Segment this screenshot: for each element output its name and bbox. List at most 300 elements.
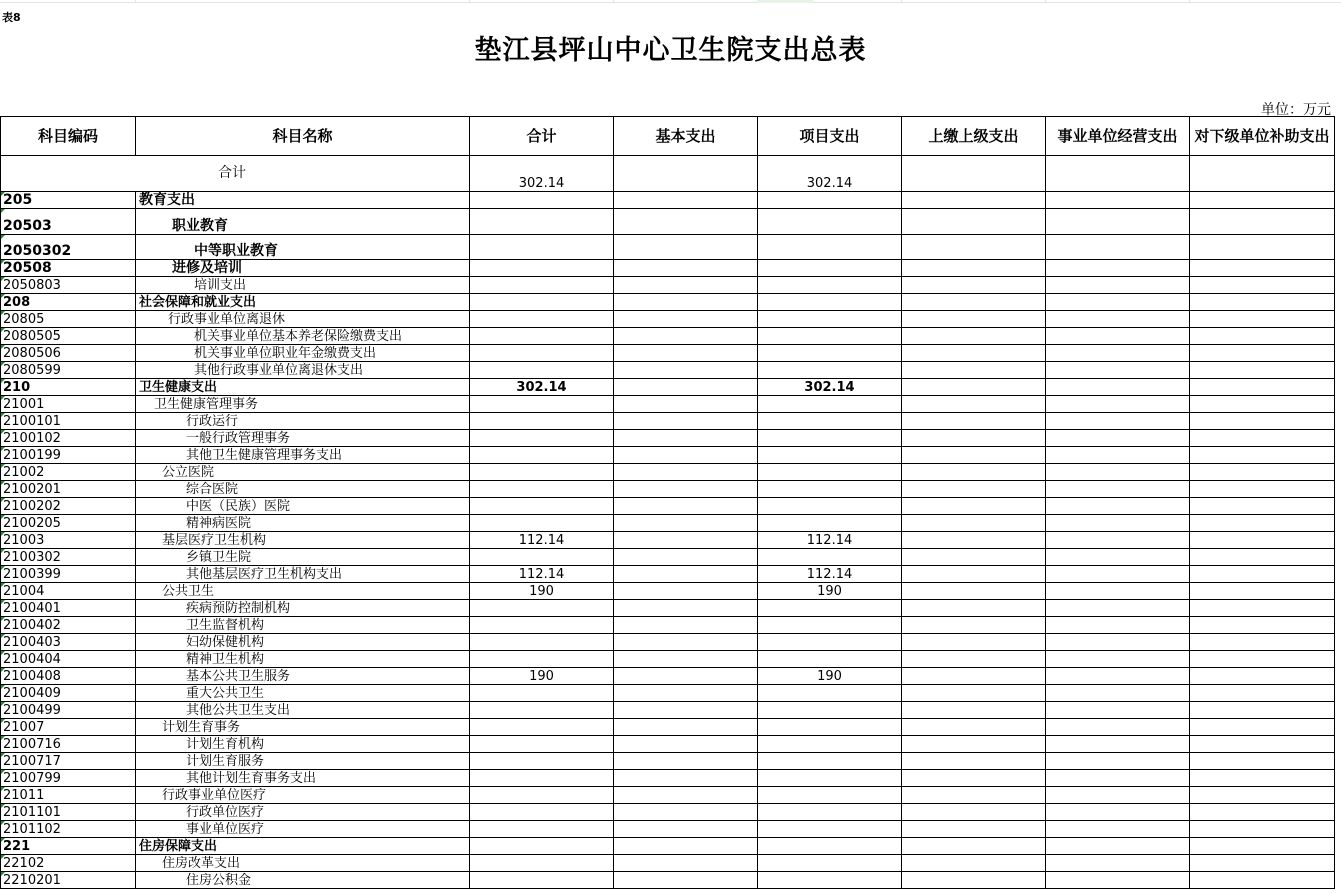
subject-code[interactable]: 2100717 xyxy=(1,753,136,770)
amount-basic[interactable] xyxy=(614,515,758,532)
amount-basic[interactable] xyxy=(614,821,758,838)
amount-remit[interactable] xyxy=(902,651,1046,668)
amount-remit[interactable] xyxy=(902,600,1046,617)
amount-project[interactable]: 302.14 xyxy=(758,379,902,396)
subject-code[interactable]: 2100202 xyxy=(1,498,136,515)
subject-name[interactable]: 教育支出 xyxy=(136,192,470,209)
amount-basic[interactable] xyxy=(614,685,758,702)
amount-total[interactable] xyxy=(470,702,614,719)
amount-business[interactable] xyxy=(1046,209,1190,235)
subject-name[interactable]: 计划生育事务 xyxy=(136,719,470,736)
amount-subsidy[interactable] xyxy=(1190,855,1335,872)
amount-project[interactable] xyxy=(758,362,902,379)
amount-total[interactable] xyxy=(470,838,614,855)
amount-total[interactable] xyxy=(470,685,614,702)
header-total[interactable]: 合计 xyxy=(470,117,614,156)
amount-project[interactable] xyxy=(758,753,902,770)
subject-name[interactable]: 行政事业单位医疗 xyxy=(136,787,470,804)
amount-project[interactable] xyxy=(758,464,902,481)
amount-remit[interactable] xyxy=(902,235,1046,260)
amount-subsidy[interactable] xyxy=(1190,464,1335,481)
amount-business[interactable] xyxy=(1046,345,1190,362)
amount-business[interactable] xyxy=(1046,617,1190,634)
amount-basic[interactable] xyxy=(614,532,758,549)
amount-basic[interactable] xyxy=(614,413,758,430)
amount-subsidy[interactable] xyxy=(1190,294,1335,311)
subject-name[interactable]: 其他公共卫生支出 xyxy=(136,702,470,719)
amount-total[interactable] xyxy=(470,498,614,515)
header-business[interactable]: 事业单位经营支出 xyxy=(1046,117,1190,156)
amount-total[interactable] xyxy=(470,719,614,736)
amount-subsidy[interactable] xyxy=(1190,328,1335,345)
subject-name[interactable]: 基本公共卫生服务 xyxy=(136,668,470,685)
amount-project[interactable]: 112.14 xyxy=(758,532,902,549)
amount-subsidy[interactable] xyxy=(1190,651,1335,668)
amount-basic[interactable] xyxy=(614,192,758,209)
amount-project[interactable] xyxy=(758,430,902,447)
subject-code[interactable]: 21002 xyxy=(1,464,136,481)
amount-remit[interactable] xyxy=(902,634,1046,651)
amount-subsidy[interactable] xyxy=(1190,447,1335,464)
amount-total[interactable] xyxy=(470,736,614,753)
amount-subsidy[interactable] xyxy=(1190,617,1335,634)
amount-project[interactable] xyxy=(758,855,902,872)
amount-total[interactable] xyxy=(470,277,614,294)
amount-project[interactable] xyxy=(758,235,902,260)
subject-name[interactable]: 计划生育服务 xyxy=(136,753,470,770)
subject-name[interactable]: 进修及培训 xyxy=(136,260,470,277)
subject-code[interactable]: 2080599 xyxy=(1,362,136,379)
amount-basic[interactable] xyxy=(614,549,758,566)
subject-code[interactable]: 210 xyxy=(1,379,136,396)
amount-remit[interactable] xyxy=(902,294,1046,311)
amount-remit[interactable] xyxy=(902,566,1046,583)
amount-remit[interactable] xyxy=(902,583,1046,600)
amount-total[interactable] xyxy=(470,447,614,464)
amount-business[interactable] xyxy=(1046,362,1190,379)
amount-basic[interactable] xyxy=(614,719,758,736)
amount-business[interactable] xyxy=(1046,685,1190,702)
amount-subsidy[interactable] xyxy=(1190,481,1335,498)
subject-code[interactable]: 20805 xyxy=(1,311,136,328)
subject-name[interactable]: 计划生育机构 xyxy=(136,736,470,753)
amount-project[interactable] xyxy=(758,396,902,413)
amount-business[interactable] xyxy=(1046,447,1190,464)
amount-business[interactable] xyxy=(1046,719,1190,736)
amount-basic[interactable] xyxy=(614,770,758,787)
amount-project[interactable] xyxy=(758,787,902,804)
amount-business[interactable] xyxy=(1046,396,1190,413)
amount-remit[interactable] xyxy=(902,532,1046,549)
subject-code[interactable]: 21003 xyxy=(1,532,136,549)
amount-business[interactable] xyxy=(1046,481,1190,498)
amount-basic[interactable] xyxy=(614,600,758,617)
amount-total[interactable] xyxy=(470,260,614,277)
amount-subsidy[interactable] xyxy=(1190,413,1335,430)
amount-subsidy[interactable] xyxy=(1190,209,1335,235)
amount-total[interactable] xyxy=(470,311,614,328)
amount-business[interactable] xyxy=(1046,804,1190,821)
subject-code[interactable]: 2100799 xyxy=(1,770,136,787)
subject-name[interactable]: 疾病预防控制机构 xyxy=(136,600,470,617)
amount-business[interactable] xyxy=(1046,328,1190,345)
total-xiangmu[interactable]: 302.14 xyxy=(758,156,902,192)
subject-name[interactable]: 卫生监督机构 xyxy=(136,617,470,634)
amount-business[interactable] xyxy=(1046,549,1190,566)
subject-name[interactable]: 精神病医院 xyxy=(136,515,470,532)
amount-remit[interactable] xyxy=(902,362,1046,379)
subject-name[interactable]: 妇幼保健机构 xyxy=(136,634,470,651)
amount-project[interactable] xyxy=(758,634,902,651)
amount-subsidy[interactable] xyxy=(1190,821,1335,838)
amount-total[interactable] xyxy=(470,235,614,260)
subject-name[interactable]: 卫生健康管理事务 xyxy=(136,396,470,413)
amount-basic[interactable] xyxy=(614,430,758,447)
amount-subsidy[interactable] xyxy=(1190,634,1335,651)
subject-name[interactable]: 综合医院 xyxy=(136,481,470,498)
amount-basic[interactable] xyxy=(614,566,758,583)
subject-name[interactable]: 公共卫生 xyxy=(136,583,470,600)
amount-remit[interactable] xyxy=(902,396,1046,413)
amount-basic[interactable] xyxy=(614,481,758,498)
amount-project[interactable] xyxy=(758,804,902,821)
amount-total[interactable] xyxy=(470,617,614,634)
amount-total[interactable] xyxy=(470,294,614,311)
amount-remit[interactable] xyxy=(902,685,1046,702)
amount-business[interactable] xyxy=(1046,430,1190,447)
amount-project[interactable] xyxy=(758,872,902,889)
amount-subsidy[interactable] xyxy=(1190,362,1335,379)
header-remit[interactable]: 上缴上级支出 xyxy=(902,117,1046,156)
amount-basic[interactable] xyxy=(614,447,758,464)
subject-code[interactable]: 2100404 xyxy=(1,651,136,668)
amount-total[interactable]: 112.14 xyxy=(470,532,614,549)
subject-name[interactable]: 机关事业单位基本养老保险缴费支出 xyxy=(136,328,470,345)
subject-name[interactable]: 机关事业单位职业年金缴费支出 xyxy=(136,345,470,362)
subject-name[interactable]: 乡镇卫生院 xyxy=(136,549,470,566)
subject-code[interactable]: 2100102 xyxy=(1,430,136,447)
subject-code[interactable]: 221 xyxy=(1,838,136,855)
amount-subsidy[interactable] xyxy=(1190,838,1335,855)
amount-remit[interactable] xyxy=(902,209,1046,235)
amount-remit[interactable] xyxy=(902,719,1046,736)
subject-code[interactable]: 20508 xyxy=(1,260,136,277)
amount-basic[interactable] xyxy=(614,617,758,634)
subject-name[interactable]: 一般行政管理事务 xyxy=(136,430,470,447)
subject-code[interactable]: 2100302 xyxy=(1,549,136,566)
subject-code[interactable]: 21004 xyxy=(1,583,136,600)
amount-total[interactable] xyxy=(470,651,614,668)
amount-remit[interactable] xyxy=(902,787,1046,804)
amount-remit[interactable] xyxy=(902,668,1046,685)
amount-subsidy[interactable] xyxy=(1190,583,1335,600)
amount-business[interactable] xyxy=(1046,294,1190,311)
amount-remit[interactable] xyxy=(902,753,1046,770)
amount-subsidy[interactable] xyxy=(1190,396,1335,413)
amount-project[interactable]: 112.14 xyxy=(758,566,902,583)
amount-remit[interactable] xyxy=(902,481,1046,498)
amount-total[interactable]: 190 xyxy=(470,668,614,685)
amount-subsidy[interactable] xyxy=(1190,235,1335,260)
amount-project[interactable] xyxy=(758,209,902,235)
amount-project[interactable] xyxy=(758,447,902,464)
header-code[interactable]: 科目编码 xyxy=(1,117,136,156)
amount-total[interactable] xyxy=(470,872,614,889)
amount-subsidy[interactable] xyxy=(1190,532,1335,549)
amount-remit[interactable] xyxy=(902,379,1046,396)
subject-name[interactable]: 住房改革支出 xyxy=(136,855,470,872)
amount-remit[interactable] xyxy=(902,464,1046,481)
amount-total[interactable] xyxy=(470,345,614,362)
amount-remit[interactable] xyxy=(902,345,1046,362)
amount-project[interactable]: 190 xyxy=(758,668,902,685)
amount-subsidy[interactable] xyxy=(1190,192,1335,209)
subject-name[interactable]: 中等职业教育 xyxy=(136,235,470,260)
amount-project[interactable] xyxy=(758,719,902,736)
amount-project[interactable] xyxy=(758,192,902,209)
subject-name[interactable]: 社会保障和就业支出 xyxy=(136,294,470,311)
amount-basic[interactable] xyxy=(614,328,758,345)
amount-total[interactable] xyxy=(470,600,614,617)
amount-project[interactable] xyxy=(758,498,902,515)
amount-basic[interactable] xyxy=(614,379,758,396)
subject-name[interactable]: 培训支出 xyxy=(136,277,470,294)
amount-project[interactable] xyxy=(758,345,902,362)
amount-total[interactable] xyxy=(470,362,614,379)
amount-remit[interactable] xyxy=(902,804,1046,821)
amount-basic[interactable] xyxy=(614,260,758,277)
amount-business[interactable] xyxy=(1046,872,1190,889)
amount-remit[interactable] xyxy=(902,855,1046,872)
amount-subsidy[interactable] xyxy=(1190,311,1335,328)
amount-business[interactable] xyxy=(1046,821,1190,838)
subject-name[interactable]: 行政事业单位离退休 xyxy=(136,311,470,328)
amount-remit[interactable] xyxy=(902,736,1046,753)
amount-subsidy[interactable] xyxy=(1190,549,1335,566)
amount-remit[interactable] xyxy=(902,413,1046,430)
amount-basic[interactable] xyxy=(614,736,758,753)
subject-code[interactable]: 2080505 xyxy=(1,328,136,345)
amount-business[interactable] xyxy=(1046,634,1190,651)
amount-project[interactable] xyxy=(758,515,902,532)
amount-project[interactable] xyxy=(758,294,902,311)
subject-code[interactable]: 2100716 xyxy=(1,736,136,753)
subject-code[interactable]: 21007 xyxy=(1,719,136,736)
amount-basic[interactable] xyxy=(614,702,758,719)
amount-project[interactable] xyxy=(758,770,902,787)
amount-total[interactable] xyxy=(470,753,614,770)
amount-project[interactable] xyxy=(758,617,902,634)
amount-basic[interactable] xyxy=(614,872,758,889)
amount-remit[interactable] xyxy=(902,192,1046,209)
amount-subsidy[interactable] xyxy=(1190,379,1335,396)
subject-code[interactable]: 2100402 xyxy=(1,617,136,634)
amount-remit[interactable] xyxy=(902,515,1046,532)
amount-subsidy[interactable] xyxy=(1190,600,1335,617)
amount-remit[interactable] xyxy=(902,430,1046,447)
amount-basic[interactable] xyxy=(614,362,758,379)
amount-business[interactable] xyxy=(1046,838,1190,855)
amount-subsidy[interactable] xyxy=(1190,770,1335,787)
subject-code[interactable]: 2101101 xyxy=(1,804,136,821)
amount-total[interactable] xyxy=(470,804,614,821)
amount-basic[interactable] xyxy=(614,651,758,668)
subject-name[interactable]: 住房公积金 xyxy=(136,872,470,889)
amount-basic[interactable] xyxy=(614,235,758,260)
amount-subsidy[interactable] xyxy=(1190,685,1335,702)
amount-business[interactable] xyxy=(1046,515,1190,532)
total-cell-empty[interactable] xyxy=(1190,156,1335,192)
subject-code[interactable]: 22102 xyxy=(1,855,136,872)
amount-basic[interactable] xyxy=(614,498,758,515)
total-jiben[interactable] xyxy=(614,156,758,192)
amount-basic[interactable] xyxy=(614,804,758,821)
amount-total[interactable] xyxy=(470,481,614,498)
amount-business[interactable] xyxy=(1046,668,1190,685)
amount-subsidy[interactable] xyxy=(1190,277,1335,294)
amount-business[interactable] xyxy=(1046,532,1190,549)
subject-code[interactable]: 2100101 xyxy=(1,413,136,430)
amount-business[interactable] xyxy=(1046,770,1190,787)
subject-name[interactable]: 精神卫生机构 xyxy=(136,651,470,668)
amount-business[interactable] xyxy=(1046,311,1190,328)
total-cell-empty[interactable] xyxy=(1046,156,1190,192)
subject-name[interactable]: 其他基层医疗卫生机构支出 xyxy=(136,566,470,583)
amount-basic[interactable] xyxy=(614,396,758,413)
total-cell-empty[interactable] xyxy=(902,156,1046,192)
amount-project[interactable] xyxy=(758,685,902,702)
amount-basic[interactable] xyxy=(614,345,758,362)
amount-business[interactable] xyxy=(1046,464,1190,481)
amount-total[interactable] xyxy=(470,209,614,235)
amount-business[interactable] xyxy=(1046,413,1190,430)
amount-business[interactable] xyxy=(1046,736,1190,753)
amount-business[interactable] xyxy=(1046,235,1190,260)
amount-business[interactable] xyxy=(1046,498,1190,515)
amount-remit[interactable] xyxy=(902,872,1046,889)
amount-project[interactable]: 190 xyxy=(758,583,902,600)
amount-project[interactable] xyxy=(758,311,902,328)
amount-project[interactable] xyxy=(758,549,902,566)
amount-subsidy[interactable] xyxy=(1190,872,1335,889)
amount-business[interactable] xyxy=(1046,702,1190,719)
amount-business[interactable] xyxy=(1046,855,1190,872)
amount-project[interactable] xyxy=(758,260,902,277)
amount-project[interactable] xyxy=(758,600,902,617)
total-heji[interactable]: 302.14 xyxy=(470,156,614,192)
subject-name[interactable]: 行政单位医疗 xyxy=(136,804,470,821)
amount-business[interactable] xyxy=(1046,379,1190,396)
amount-business[interactable] xyxy=(1046,600,1190,617)
amount-subsidy[interactable] xyxy=(1190,804,1335,821)
subject-code[interactable]: 2100205 xyxy=(1,515,136,532)
amount-subsidy[interactable] xyxy=(1190,736,1335,753)
subject-code[interactable]: 2080506 xyxy=(1,345,136,362)
amount-project[interactable] xyxy=(758,481,902,498)
amount-project[interactable] xyxy=(758,651,902,668)
amount-business[interactable] xyxy=(1046,566,1190,583)
amount-project[interactable] xyxy=(758,702,902,719)
amount-total[interactable] xyxy=(470,413,614,430)
subject-name[interactable]: 其他行政事业单位离退休支出 xyxy=(136,362,470,379)
subject-code[interactable]: 2100408 xyxy=(1,668,136,685)
subject-code[interactable]: 21011 xyxy=(1,787,136,804)
amount-basic[interactable] xyxy=(614,668,758,685)
amount-total[interactable] xyxy=(470,515,614,532)
amount-remit[interactable] xyxy=(902,549,1046,566)
amount-project[interactable] xyxy=(758,838,902,855)
amount-business[interactable] xyxy=(1046,753,1190,770)
subject-code[interactable]: 208 xyxy=(1,294,136,311)
subject-code[interactable]: 20503 xyxy=(1,209,136,235)
amount-total[interactable] xyxy=(470,770,614,787)
amount-business[interactable] xyxy=(1046,192,1190,209)
subject-code[interactable]: 2100499 xyxy=(1,702,136,719)
amount-total[interactable] xyxy=(470,855,614,872)
amount-total[interactable] xyxy=(470,787,614,804)
amount-project[interactable] xyxy=(758,277,902,294)
amount-basic[interactable] xyxy=(614,277,758,294)
amount-remit[interactable] xyxy=(902,260,1046,277)
amount-total[interactable] xyxy=(470,821,614,838)
subject-code[interactable]: 2210201 xyxy=(1,872,136,889)
subject-code[interactable]: 2100199 xyxy=(1,447,136,464)
amount-subsidy[interactable] xyxy=(1190,566,1335,583)
subject-name[interactable]: 事业单位医疗 xyxy=(136,821,470,838)
subject-code[interactable]: 2100409 xyxy=(1,685,136,702)
amount-total[interactable] xyxy=(470,634,614,651)
amount-project[interactable] xyxy=(758,413,902,430)
amount-total[interactable] xyxy=(470,328,614,345)
amount-subsidy[interactable] xyxy=(1190,719,1335,736)
amount-subsidy[interactable] xyxy=(1190,430,1335,447)
amount-subsidy[interactable] xyxy=(1190,498,1335,515)
amount-project[interactable] xyxy=(758,821,902,838)
subject-name[interactable]: 职业教育 xyxy=(136,209,470,235)
amount-remit[interactable] xyxy=(902,821,1046,838)
amount-business[interactable] xyxy=(1046,787,1190,804)
header-name[interactable]: 科目名称 xyxy=(136,117,470,156)
amount-basic[interactable] xyxy=(614,753,758,770)
subject-name[interactable]: 基层医疗卫生机构 xyxy=(136,532,470,549)
subject-code[interactable]: 2050803 xyxy=(1,277,136,294)
amount-basic[interactable] xyxy=(614,311,758,328)
amount-remit[interactable] xyxy=(902,838,1046,855)
amount-remit[interactable] xyxy=(902,498,1046,515)
amount-total[interactable]: 190 xyxy=(470,583,614,600)
amount-total[interactable] xyxy=(470,464,614,481)
amount-basic[interactable] xyxy=(614,464,758,481)
subject-name[interactable]: 卫生健康支出 xyxy=(136,379,470,396)
header-subsidy[interactable]: 对下级单位补助支出 xyxy=(1190,117,1335,156)
subject-name[interactable]: 行政运行 xyxy=(136,413,470,430)
amount-project[interactable] xyxy=(758,736,902,753)
subject-name[interactable]: 中医（民族）医院 xyxy=(136,498,470,515)
amount-total[interactable] xyxy=(470,549,614,566)
subject-name[interactable]: 其他卫生健康管理事务支出 xyxy=(136,447,470,464)
amount-basic[interactable] xyxy=(614,209,758,235)
amount-business[interactable] xyxy=(1046,277,1190,294)
subject-code[interactable]: 205 xyxy=(1,192,136,209)
amount-basic[interactable] xyxy=(614,838,758,855)
amount-project[interactable] xyxy=(758,328,902,345)
amount-subsidy[interactable] xyxy=(1190,668,1335,685)
header-project[interactable]: 项目支出 xyxy=(758,117,902,156)
subject-name[interactable]: 公立医院 xyxy=(136,464,470,481)
amount-subsidy[interactable] xyxy=(1190,345,1335,362)
amount-remit[interactable] xyxy=(902,311,1046,328)
subject-name[interactable]: 重大公共卫生 xyxy=(136,685,470,702)
